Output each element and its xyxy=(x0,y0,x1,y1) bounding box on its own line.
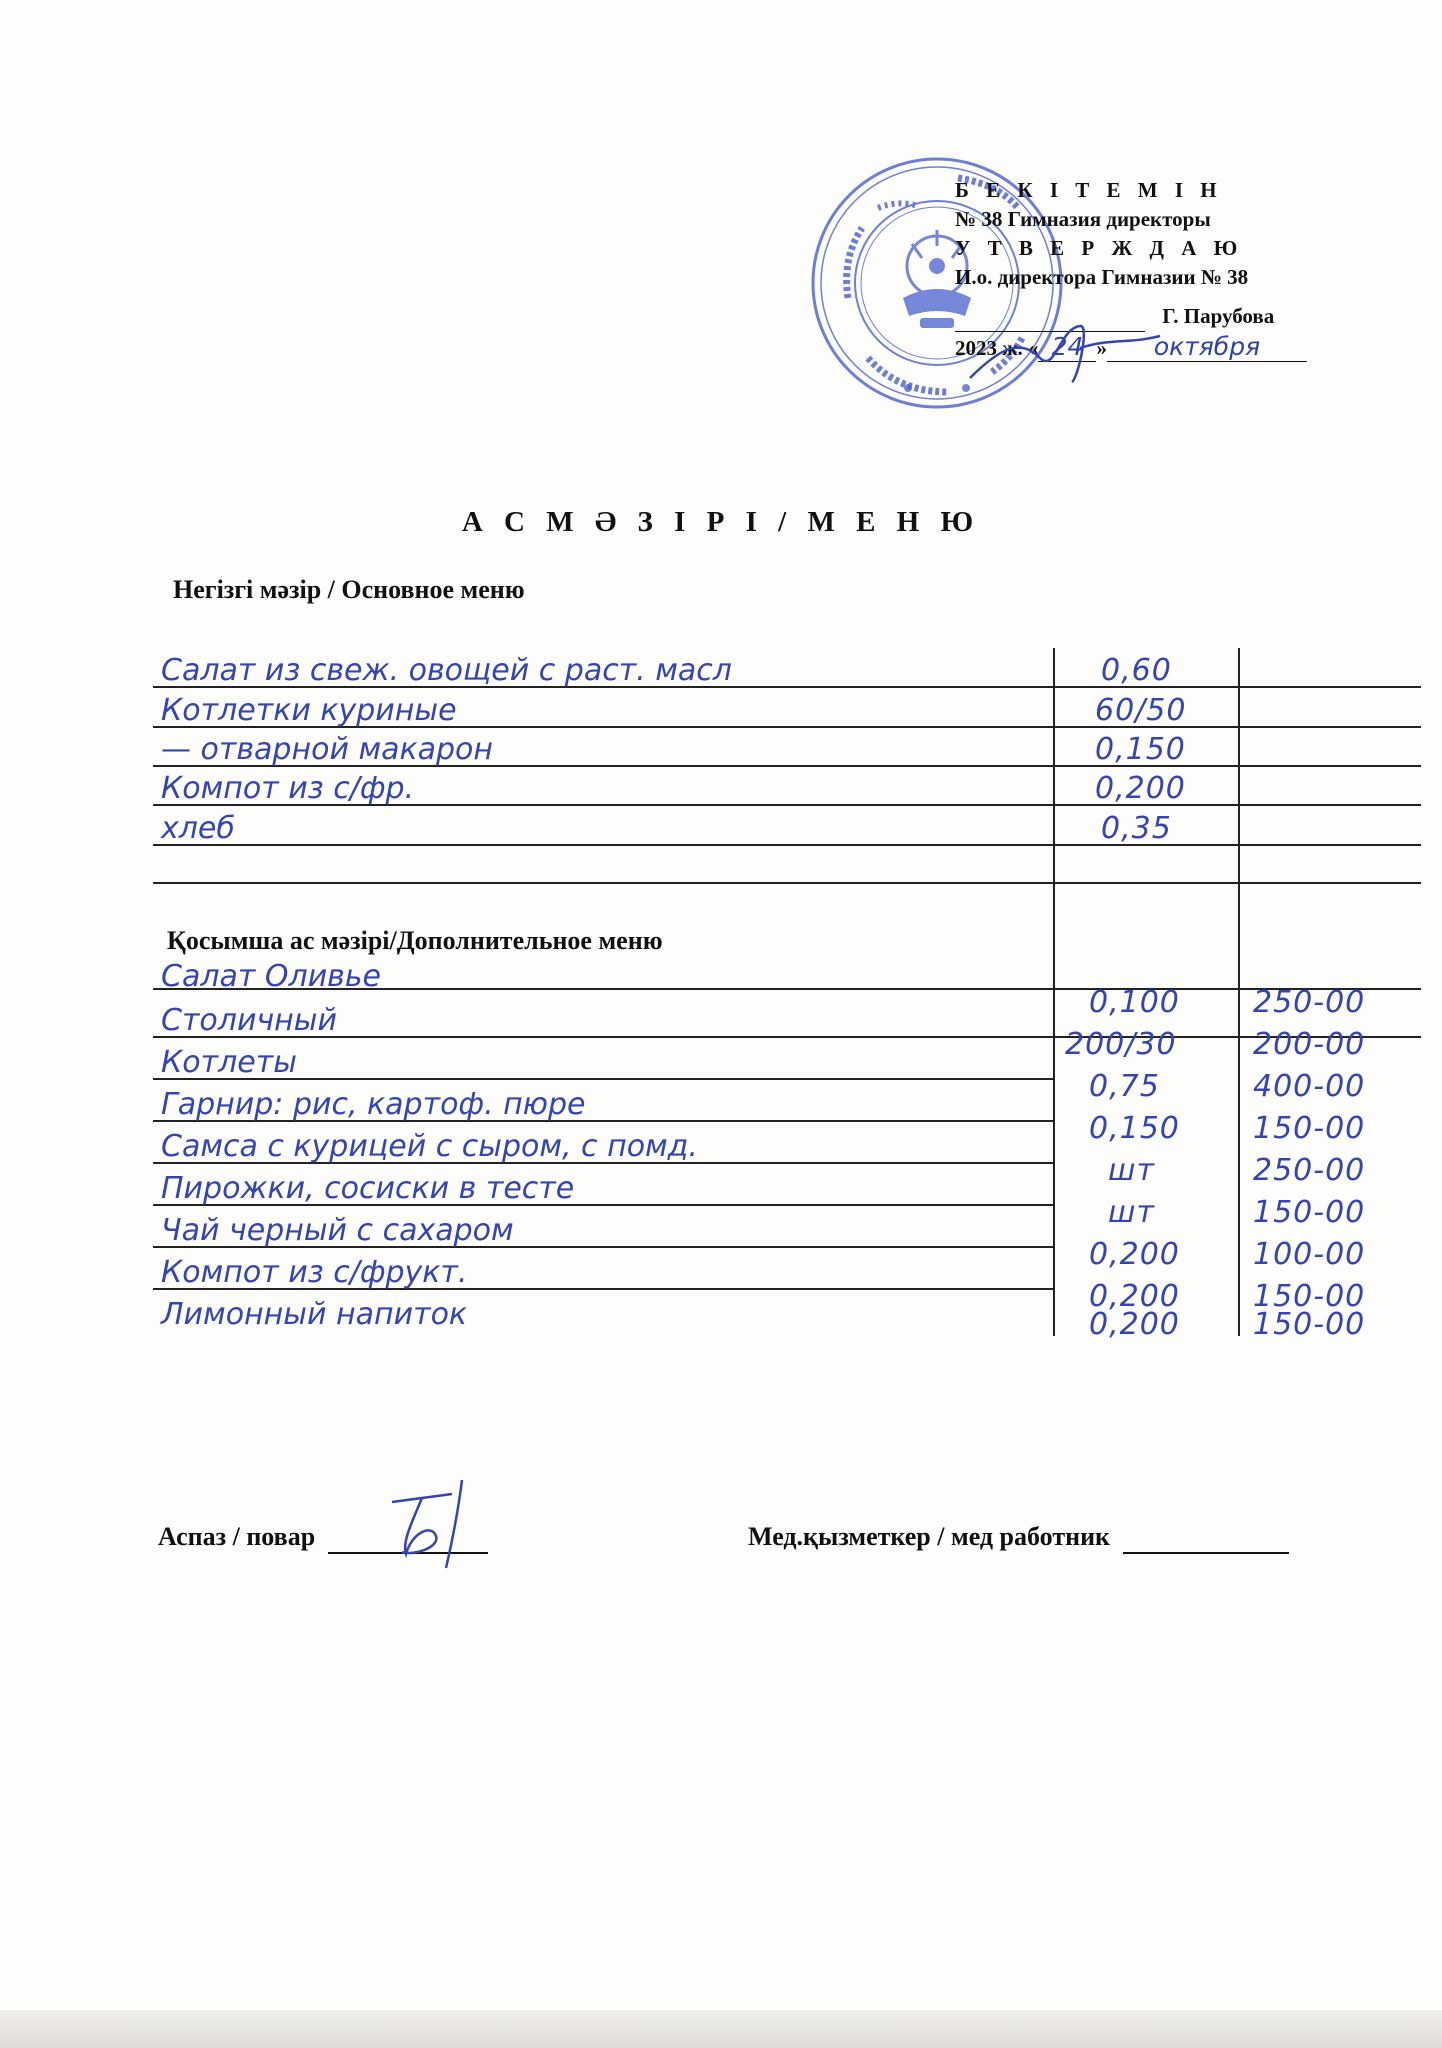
director-name: Г. Парубова xyxy=(1162,304,1275,328)
approval-day: 24 xyxy=(1038,332,1096,362)
extra-item-name: Компот из с/фрукт. xyxy=(161,1255,468,1290)
extra-item-name: Чай черный с сахаром xyxy=(161,1213,514,1248)
extra-item-name: Лимонный напиток xyxy=(161,1297,468,1332)
main-item-portion: 0,150 xyxy=(1095,732,1186,767)
extra-item-portion: 0,100 xyxy=(1089,985,1180,1020)
approval-ru-position: И.о. директора Гимназии № 38 xyxy=(955,265,1249,289)
main-item-name: Салат из свеж. овощей с раст. масл xyxy=(161,653,732,688)
main-item-name: — отварной макарон xyxy=(161,732,494,767)
table-rule xyxy=(153,1036,1421,1038)
extra-item-portion: 200/30 xyxy=(1065,1027,1177,1062)
main-item-portion: 0,60 xyxy=(1101,653,1172,688)
menu-table xyxy=(153,648,1421,1342)
extra-item-portion: 0,200 xyxy=(1089,1237,1180,1272)
medic-signature-field xyxy=(748,1522,1289,1554)
main-item-portion: 0,200 xyxy=(1095,771,1186,806)
approval-quote-close: » xyxy=(1096,336,1107,360)
medic-label: Мед.қызметкер / мед работник xyxy=(748,1522,1111,1551)
approval-year: 2023 ж. « xyxy=(955,336,1039,360)
cook-signature xyxy=(372,1472,492,1572)
extra-item-name: Салат Оливье xyxy=(161,959,382,994)
medic-signature-line xyxy=(1123,1522,1289,1554)
extra-item-portion: 0,200 xyxy=(1089,1307,1180,1342)
extra-item-price: 200-00 xyxy=(1253,1027,1366,1062)
approval-month: октября xyxy=(1107,332,1307,362)
table-rule xyxy=(153,844,1421,846)
extra-item-name: Самса с курицей с сыром, с помд. xyxy=(161,1129,698,1164)
extra-item-price: 150-00 xyxy=(1253,1279,1366,1314)
background-surface xyxy=(0,2010,1442,2048)
cook-label: Аспаз / повар xyxy=(158,1522,316,1551)
extra-item-price: 250-00 xyxy=(1253,985,1366,1020)
extra-item-name: Гарнир: рис, картоф. пюре xyxy=(161,1087,586,1122)
extra-menu-heading: Қосымша ас мәзірі/Дополнительное меню xyxy=(167,926,663,955)
extra-item-price: 150-00 xyxy=(1253,1111,1366,1146)
approval-kz-title: Б Е К І Т Е М І Н xyxy=(955,178,1223,202)
extra-item-price: 250-00 xyxy=(1253,1153,1366,1188)
extra-item-price: 150-00 xyxy=(1253,1307,1366,1342)
extra-item-price: 150-00 xyxy=(1253,1195,1366,1230)
page-title: А С М Ә З І Р І / М Е Н Ю xyxy=(461,506,981,538)
approval-kz-position: № 38 Гимназия директоры xyxy=(955,207,1211,231)
extra-item-portion: 0,200 xyxy=(1089,1279,1180,1314)
approval-ru-title: У Т В Е Р Ж Д А Ю xyxy=(955,236,1244,260)
extra-item-name: Пирожки, сосиски в тесте xyxy=(161,1171,575,1206)
main-item-name: Компот из с/фр. xyxy=(161,771,415,806)
main-item-portion: 0,35 xyxy=(1101,811,1172,846)
table-divider xyxy=(1238,648,1240,1336)
extra-item-price: 100-00 xyxy=(1253,1237,1366,1272)
extra-item-price: 400-00 xyxy=(1253,1069,1366,1104)
extra-item-portion: шт xyxy=(1108,1153,1155,1188)
main-item-name: Котлетки куриные xyxy=(161,693,457,728)
main-item-name: хлеб xyxy=(161,811,235,846)
extra-item-portion: шт xyxy=(1108,1195,1155,1230)
extra-item-name: Котлеты xyxy=(161,1045,297,1080)
extra-item-portion: 0,75 xyxy=(1089,1069,1160,1104)
main-item-portion: 60/50 xyxy=(1095,693,1187,728)
table-rule xyxy=(153,882,1421,884)
director-signature xyxy=(960,318,1190,388)
extra-item-name: Столичный xyxy=(161,1003,337,1038)
main-menu-heading: Негізгі мәзір / Основное меню xyxy=(173,575,525,604)
extra-item-portion: 0,150 xyxy=(1089,1111,1180,1146)
table-divider xyxy=(1053,648,1055,1336)
